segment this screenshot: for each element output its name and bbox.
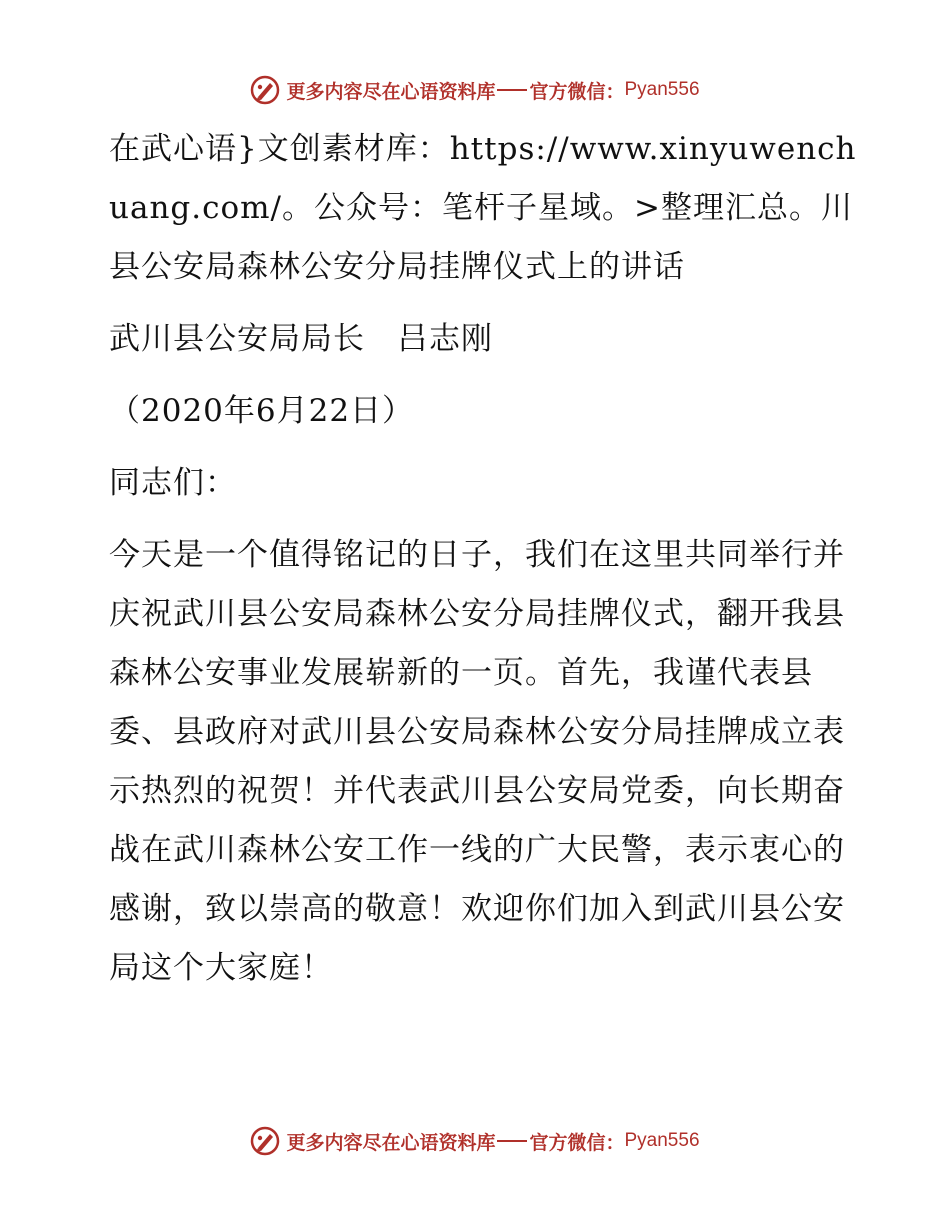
pen-logo-icon <box>250 1126 280 1156</box>
body-paragraph: 今天是一个值得铭记的日子，我们在这里共同举行并庆祝武川县公安局森林公安分局挂牌仪式，翻开我县森林公安事业发展崭新的一页。首先，我谨代表县委、县政府对武川县公安局森林公安分局挂牌成立表示热烈的祝贺！并代表武川县公安局党委，向长期奋战在武川森林公安工作一线的广大民警，表示衷心的感谢，致以崇高的敬意！欢迎你们加入到武川县公安局这个大家庭！ <box>109 537 845 986</box>
date-line: （2020年6月22日） <box>109 393 415 429</box>
pen-logo-icon <box>250 75 280 105</box>
salutation: 同志们： <box>109 465 237 501</box>
footer-banner <box>0 1121 950 1161</box>
header-banner <box>0 70 950 110</box>
author-line: 武川县公安局局长 吕志刚 <box>109 321 493 357</box>
banner-wechat-id: Pyan556 <box>624 1130 700 1151</box>
banner-wechat-id: Pyan556 <box>624 79 700 100</box>
banner-title: 更多内容尽在心语资料库 <box>286 1131 496 1154</box>
banner-divider <box>497 1140 527 1142</box>
banner-title: 更多内容尽在心语资料库 <box>286 80 496 103</box>
banner-divider <box>497 89 527 91</box>
document-body <box>97 120 857 998</box>
intro-paragraph: 在武心语}文创素材库：https://www.xinyuwenchuang.com/。公众号：笔杆子星域。>整理汇总。川县公安局森林公安分局挂牌仪式上的讲话 <box>109 131 857 285</box>
banner-wechat-label: 官方微信： <box>529 80 625 103</box>
banner-wechat-label: 官方微信： <box>529 1131 625 1154</box>
